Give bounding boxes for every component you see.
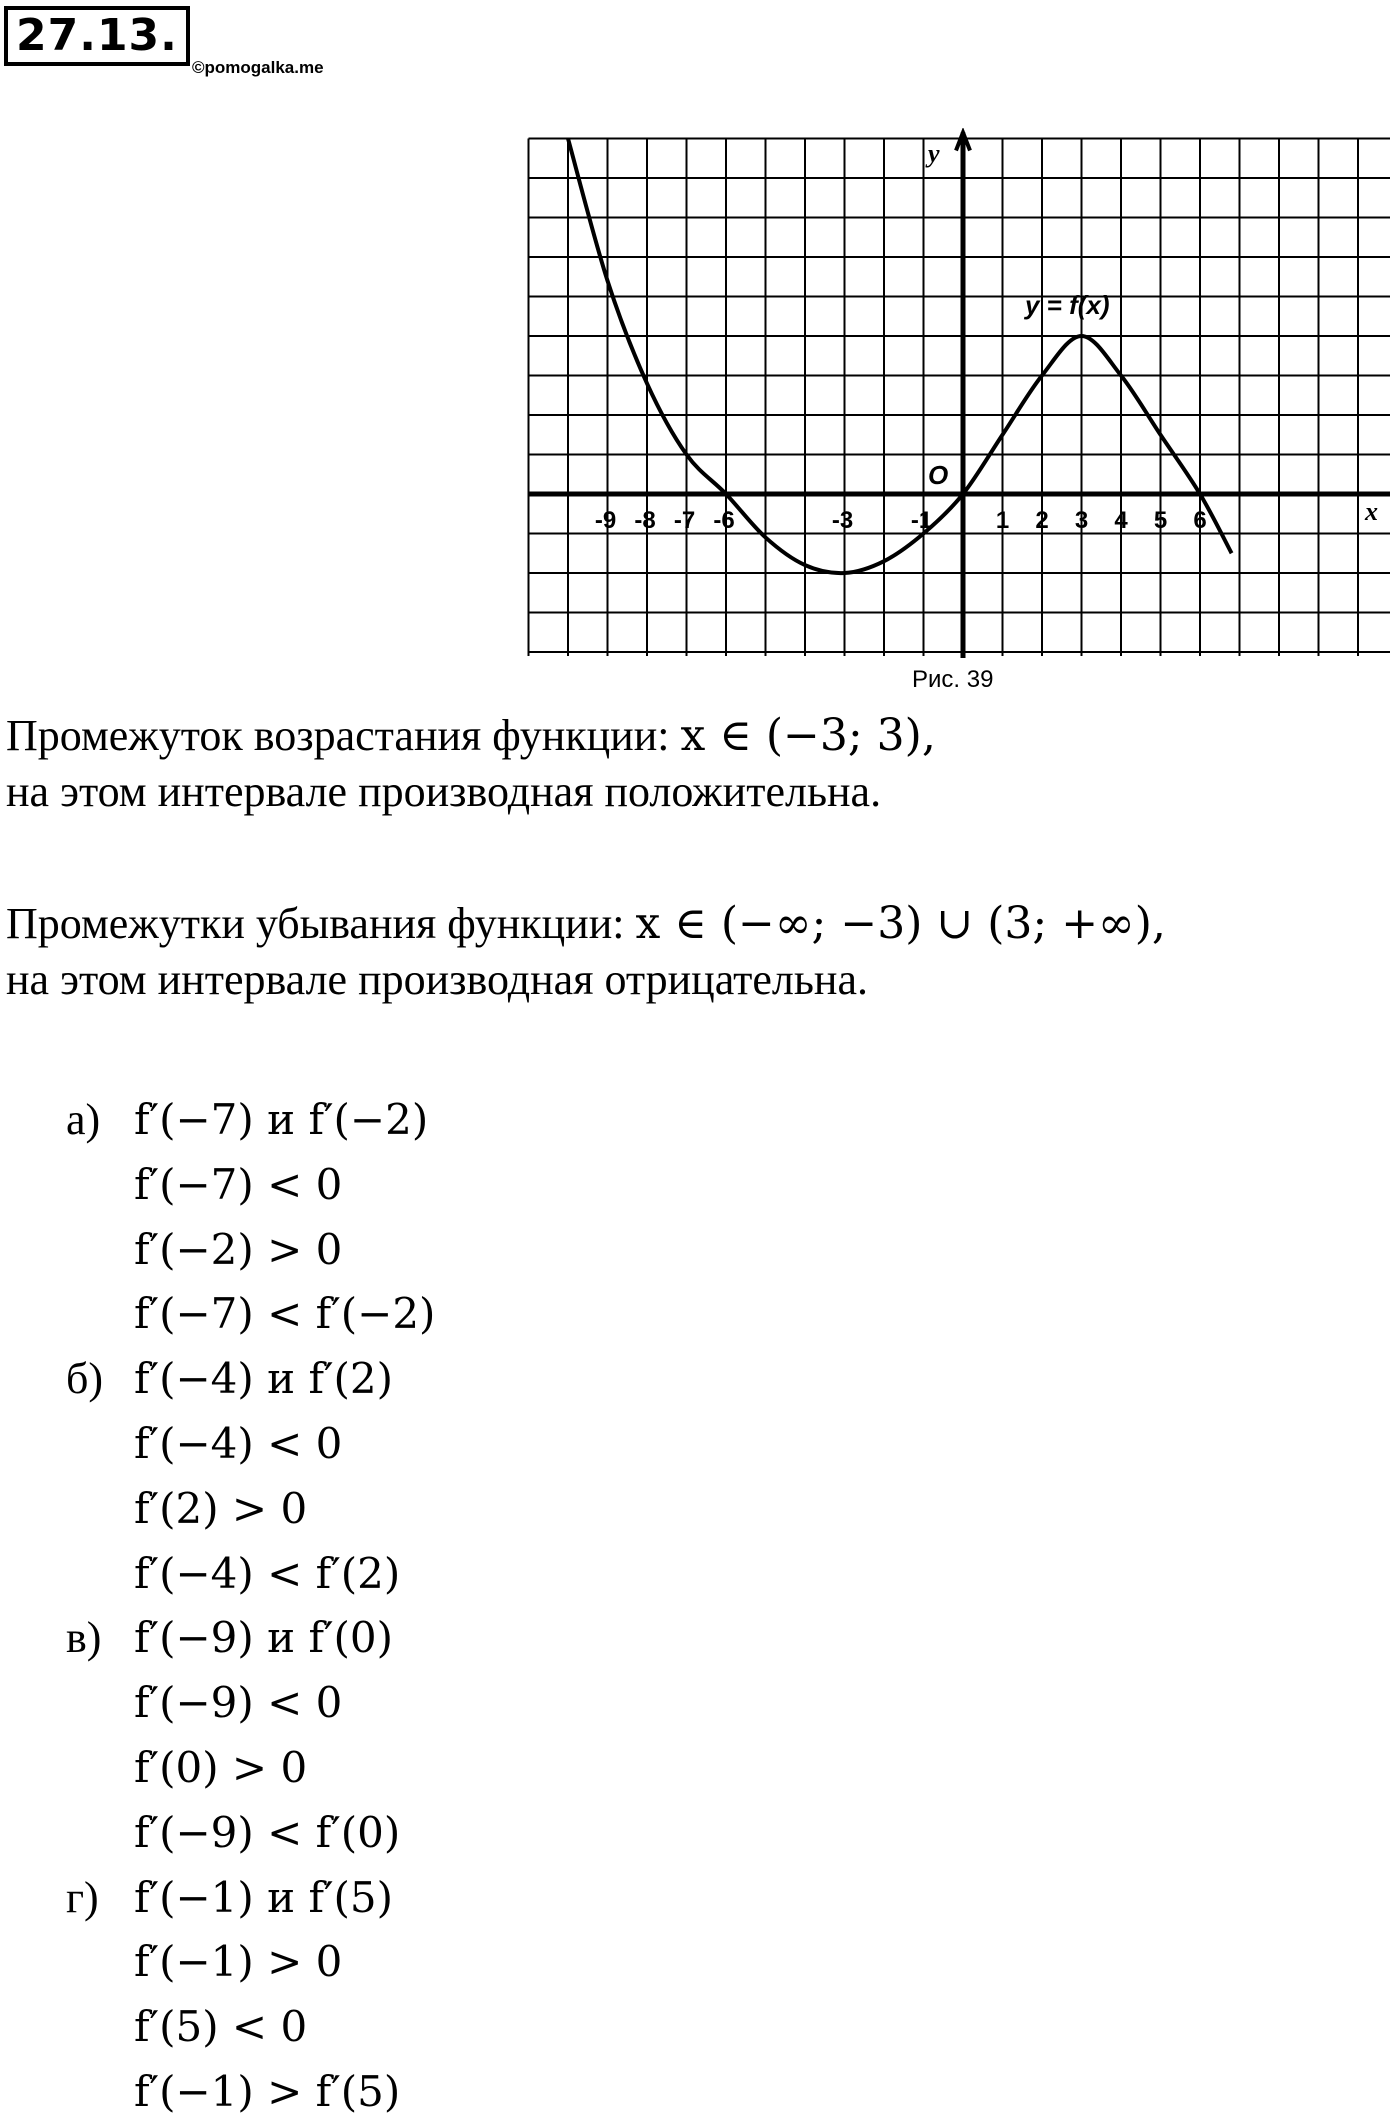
part-line: f′(−4) < f′(2) <box>134 1548 401 1598</box>
part-b <box>66 1347 435 1606</box>
part-line: f′(−4) и f′(2) <box>134 1354 394 1404</box>
part-line: f′(−9) и f′(0) <box>134 1613 394 1663</box>
x-tick-label: -9 <box>594 507 617 534</box>
part-line: f′(2) > 0 <box>134 1483 308 1533</box>
problem-number: 27.13. <box>4 6 190 66</box>
x-tick-label: -8 <box>634 507 656 534</box>
function-label: y = f(x) <box>1025 290 1110 320</box>
part-c <box>66 1606 435 1865</box>
graph-axes <box>529 133 1391 659</box>
part-label: в) <box>66 1613 102 1663</box>
x-tick-label: 3 <box>1074 507 1089 534</box>
part-line: f′(−1) > 0 <box>134 1937 343 1987</box>
x-tick-label: -1 <box>910 507 933 534</box>
function-curve <box>568 139 1232 574</box>
y-axis-label: y <box>928 139 940 168</box>
part-d <box>66 1866 435 2125</box>
x-tick-label: -7 <box>673 507 696 534</box>
part-label: г) <box>66 1872 99 1922</box>
function-graph <box>520 128 1390 658</box>
x-tick-label: -6 <box>713 507 735 534</box>
watermark: ©pomogalka.me <box>192 58 324 77</box>
answer-parts <box>66 1088 435 2125</box>
decreasing-note: на этом интервале производная отрицательна. <box>6 955 868 1004</box>
x-axis-label: x <box>1365 497 1378 526</box>
x-tick-label: 6 <box>1193 507 1207 534</box>
decreasing-interval: x ∈ (−∞; −3) ∪ (3; +∞), <box>635 898 1166 949</box>
part-line: f′(−9) < 0 <box>134 1678 343 1728</box>
x-tick-label: 2 <box>1035 507 1049 534</box>
x-tick-label: 1 <box>995 507 1010 534</box>
part-line: f′(−9) < f′(0) <box>134 1807 401 1857</box>
decreasing-paragraph <box>6 896 1166 1008</box>
part-a <box>66 1088 435 1347</box>
part-line: f′(−7) < 0 <box>134 1159 343 1209</box>
part-line: f′(−2) > 0 <box>134 1224 343 1274</box>
part-line: f′(−7) и f′(−2) <box>134 1095 429 1144</box>
part-label: б) <box>66 1354 104 1404</box>
decreasing-prefix: Промежутки убывания функции: <box>6 899 636 948</box>
increasing-interval: x ∈ (−3; 3), <box>680 710 936 761</box>
increasing-note: на этом интервале производная положительна. <box>6 767 882 816</box>
increasing-prefix: Промежуток возрастания функции: <box>6 711 681 760</box>
part-line: f′(−7) < f′(−2) <box>134 1289 436 1339</box>
part-line: f′(−4) < 0 <box>134 1418 343 1468</box>
graph-grid <box>529 139 1391 657</box>
figure-caption: Рис. 39 <box>912 666 994 693</box>
increasing-paragraph <box>6 708 936 820</box>
part-line: f′(5) < 0 <box>134 2002 308 2052</box>
part-line: f′(−1) и f′(5) <box>134 1872 394 1922</box>
x-tick-label: 4 <box>1114 507 1128 534</box>
x-tick-label: -3 <box>831 507 854 534</box>
part-line: f′(−1) > f′(5) <box>134 2066 401 2116</box>
x-tick-labels <box>595 507 1207 534</box>
origin-label: O <box>928 460 949 490</box>
x-tick-label: 5 <box>1153 507 1168 534</box>
part-line: f′(0) > 0 <box>134 1742 308 1792</box>
part-label: а) <box>66 1095 101 1144</box>
